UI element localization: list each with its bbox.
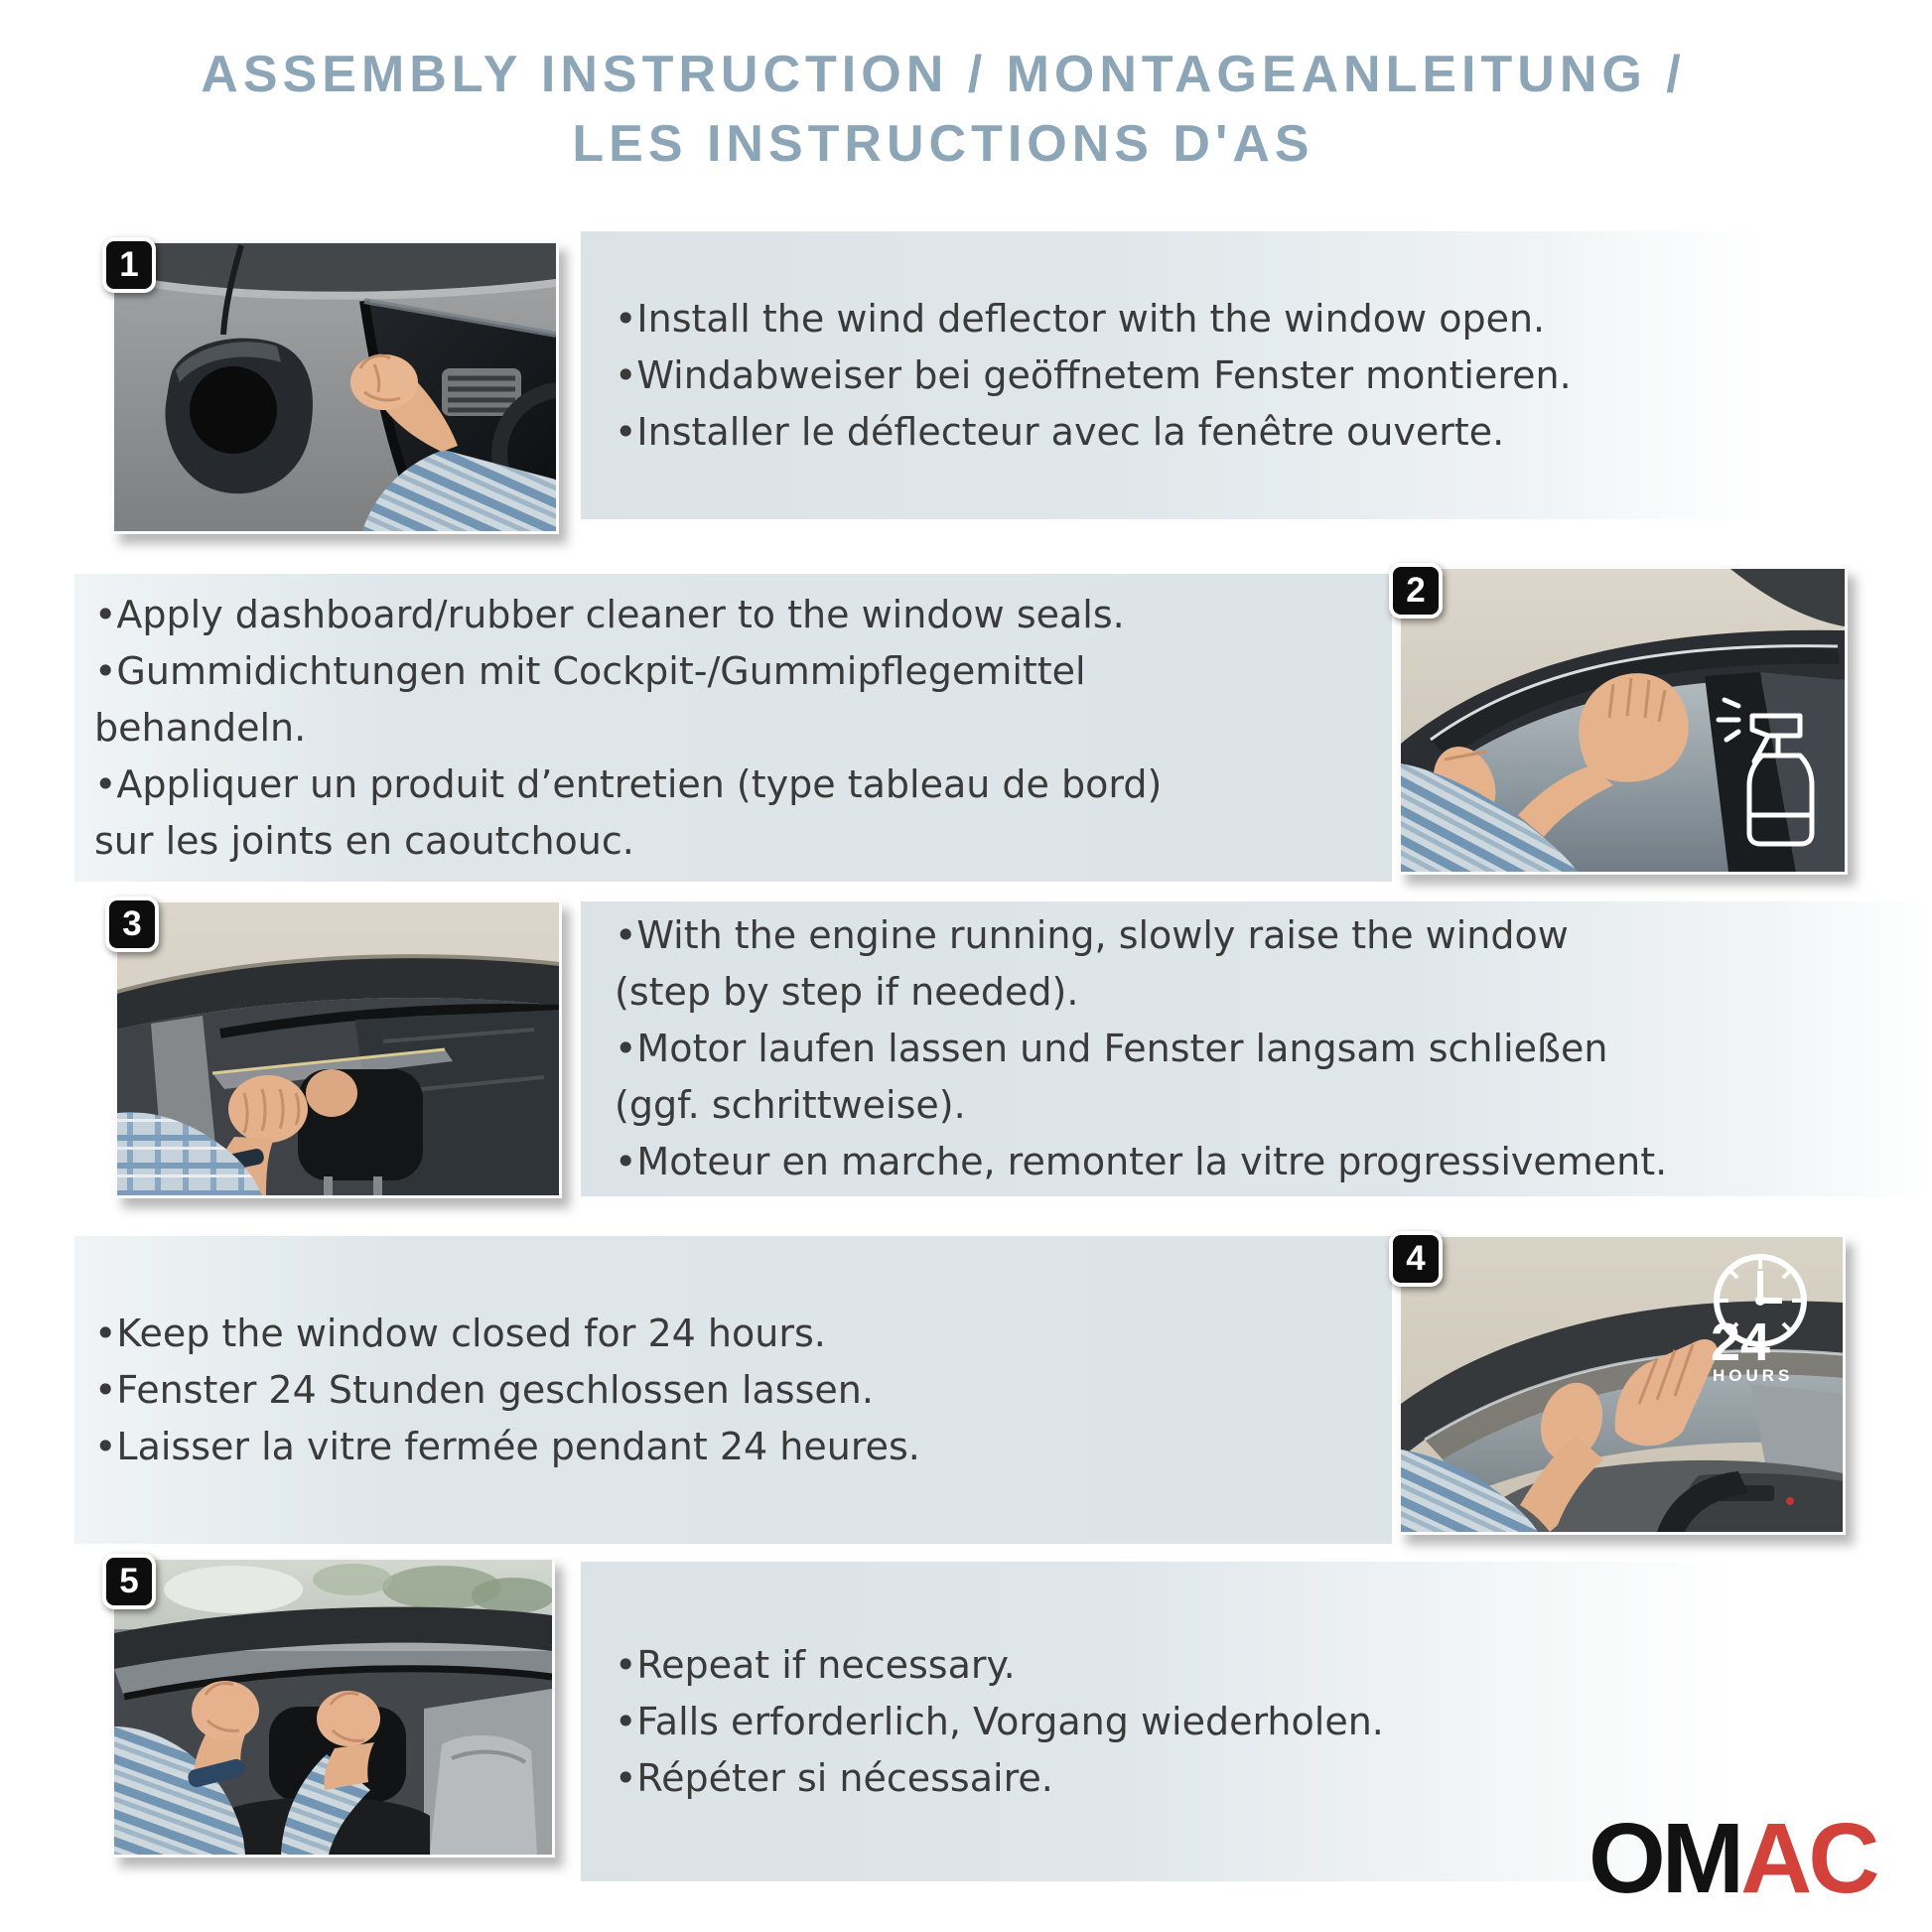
step2-photo [1398,566,1848,875]
instruction-line: (ggf. schrittweise). [615,1083,966,1127]
step5-number: 5 [119,1562,139,1600]
step3-textbox [581,901,1932,1196]
instruction-line: •Moteur en marche, remonter la vitre progressivement. [615,1140,1668,1183]
step3-number: 3 [122,904,142,943]
step1-photo [111,240,559,534]
instruction-line: •Motor laufen lassen und Fenster langsam schließen [615,1027,1608,1070]
page-title-line1: ASSEMBLY INSTRUCTION / MONTAGEANLEITUNG / [201,46,1686,103]
omac-logo-red: AC [1740,1803,1876,1914]
omac-logo-black: OM [1588,1803,1741,1914]
instruction-line: •Laisser la vitre fermée pendant 24 heures. [94,1424,920,1468]
clock-value: 24 [1711,1312,1771,1372]
step1-number-badge [102,237,156,293]
step1-textbox [581,231,1762,519]
instruction-line: •Gummidichtungen mit Cockpit-/Gummipflegemittel [94,648,1086,693]
step4-textbox [74,1236,1392,1544]
step5-number-badge [102,1554,156,1609]
step3-photo [114,899,562,1198]
step5-photo [111,1557,555,1858]
instruction-line: sur les joints en caoutchouc. [94,818,634,863]
page-title [0,40,1886,179]
instruction-line: •Windabweiser bei geöffnetem Fenster montieren. [615,352,1572,397]
step5-textbox [581,1562,1737,1881]
step3-number-badge [105,897,159,952]
instruction-line: •Install the wind deflector with the window open. [615,296,1546,341]
clock-label: HOURS [1713,1366,1794,1385]
step4-keep-closed-photo-illustration [1401,1237,1843,1532]
instruction-line: •Apply dashboard/rubber cleaner to the window seals. [94,592,1125,636]
step2-number-badge [1389,563,1443,619]
instruction-line: •Repeat if necessary. [615,1642,1016,1687]
side-mirror [165,339,313,494]
instruction-line: •Installer le déflecteur avec la fenêtre ouverte. [615,409,1505,454]
step2-clean-seals-photo-illustration [1401,569,1845,872]
instruction-line: behandeln. [94,705,307,750]
step1-install-photo-illustration [114,243,556,531]
instruction-line: (step by step if needed). [615,970,1079,1014]
step1-number: 1 [119,245,139,284]
instruction-line: •Appliquer un produit d’entretien (type tableau de bord) [94,761,1163,806]
page-title-line2: LES INSTRUCTIONS D'AS [572,115,1314,173]
step4-photo [1398,1234,1846,1535]
instruction-line: •Répéter si nécessaire. [615,1755,1053,1800]
step2-number: 2 [1406,571,1426,610]
step2-textbox [74,574,1392,882]
omac-logo [1588,1803,1876,1914]
step5-repeat-photo-illustration [114,1560,552,1855]
instruction-line: •Falls erforderlich, Vorgang wiederholen. [615,1699,1384,1743]
step3-raise-window-photo-illustration [117,902,559,1195]
instruction-line: •Keep the window closed for 24 hours. [94,1311,826,1355]
instruction-line: •With the engine running, slowly raise the window [615,913,1569,957]
instruction-line: •Fenster 24 Stunden geschlossen lassen. [94,1367,874,1412]
step4-number: 4 [1406,1239,1426,1278]
step4-number-badge [1389,1231,1443,1287]
